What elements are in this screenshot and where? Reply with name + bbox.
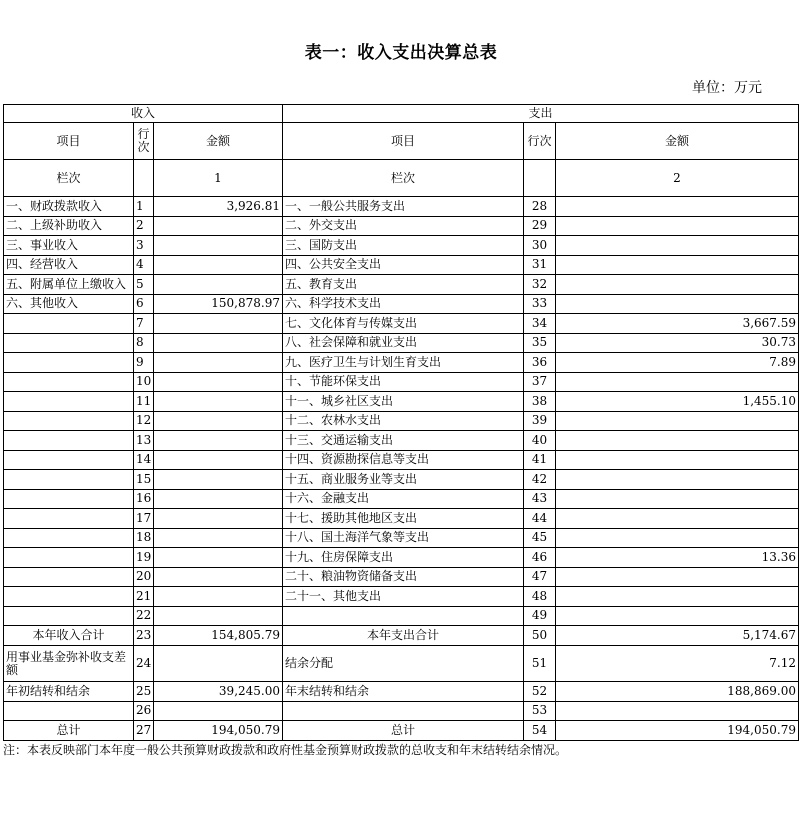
- income-amount: [154, 567, 283, 587]
- income-row-no: 19: [134, 548, 154, 568]
- expense-item-header: 项目: [283, 123, 524, 160]
- table-row: [4, 509, 799, 529]
- income-item: [4, 450, 134, 470]
- income-item: [4, 411, 134, 431]
- expense-row-no: 40: [524, 431, 556, 451]
- table-row: [4, 314, 799, 334]
- income-amount: [154, 606, 283, 626]
- income-row-no: 18: [134, 528, 154, 548]
- income-amount: [154, 489, 283, 509]
- income-row-no: 17: [134, 509, 154, 529]
- expense-item: 十八、国土海洋气象等支出: [283, 528, 524, 548]
- expense-item: 十六、金融支出: [283, 489, 524, 509]
- income-amount: [154, 528, 283, 548]
- income-amount: [154, 236, 283, 256]
- expense-amount: [556, 470, 799, 490]
- expense-amount: 3,667.59: [556, 314, 799, 334]
- expense-item: 十四、资源勘探信息等支出: [283, 450, 524, 470]
- income-item: [4, 314, 134, 334]
- summary-expense-item: 结余分配: [283, 646, 524, 682]
- expense-row-no: 38: [524, 392, 556, 412]
- income-row-no: 7: [134, 314, 154, 334]
- expense-item: 九、医疗卫生与计划生育支出: [283, 353, 524, 373]
- income-row-no: 13: [134, 431, 154, 451]
- expense-section-header: 支出: [283, 105, 799, 123]
- expense-row-no: 49: [524, 606, 556, 626]
- summary-expense-item: [283, 701, 524, 721]
- expense-amount: [556, 255, 799, 275]
- income-row-no: 16: [134, 489, 154, 509]
- income-item: [4, 509, 134, 529]
- income-row-no: 6: [134, 294, 154, 314]
- footnote: 注：本表反映部门本年度一般公共预算财政拨款和政府性基金预算财政拨款的总收支和年末结转结余情况。: [3, 743, 568, 757]
- summary-row: [4, 721, 799, 741]
- expense-row-no: 39: [524, 411, 556, 431]
- table-row: [4, 431, 799, 451]
- income-row-no: 4: [134, 255, 154, 275]
- income-row-no: 21: [134, 587, 154, 607]
- expense-row-no: 45: [524, 528, 556, 548]
- expense-item: 十二、农林水支出: [283, 411, 524, 431]
- income-item: [4, 548, 134, 568]
- table-row: [4, 587, 799, 607]
- summary-row: [4, 701, 799, 721]
- expense-row-no: 41: [524, 450, 556, 470]
- income-row-no: 8: [134, 333, 154, 353]
- expense-row-no: 32: [524, 275, 556, 295]
- table-row: [4, 294, 799, 314]
- summary-expense-row-no: 52: [524, 682, 556, 702]
- table-row: [4, 392, 799, 412]
- table-row: [4, 353, 799, 373]
- expense-row-no: 46: [524, 548, 556, 568]
- income-amount: [154, 548, 283, 568]
- budget-summary-table: [3, 104, 799, 741]
- expense-amount-header: 金额: [556, 123, 799, 160]
- summary-row: [4, 682, 799, 702]
- expense-row-no: 31: [524, 255, 556, 275]
- page-title: 表一：收入支出决算总表: [304, 43, 498, 63]
- expense-row-no: 36: [524, 353, 556, 373]
- income-row-no: 15: [134, 470, 154, 490]
- summary-row: [4, 646, 799, 682]
- income-row-no: 20: [134, 567, 154, 587]
- summary-expense-amount: [556, 701, 799, 721]
- summary-expense-item: 年末结转和结余: [283, 682, 524, 702]
- expense-amount: [556, 216, 799, 236]
- summary-expense-item: 总计: [283, 721, 524, 741]
- income-item: 二、上级补助收入: [4, 216, 134, 236]
- summary-income-item: 本年收入合计: [4, 626, 134, 646]
- income-item: 五、附属单位上缴收入: [4, 275, 134, 295]
- income-item: 三、事业收入: [4, 236, 134, 256]
- expense-row-no-header: 行次: [524, 123, 556, 160]
- summary-income-amount: 154,805.79: [154, 626, 283, 646]
- summary-income-row-no: 23: [134, 626, 154, 646]
- table-row: [4, 216, 799, 236]
- expense-amount-index: 2: [556, 160, 799, 197]
- summary-expense-row-no: 50: [524, 626, 556, 646]
- income-section-header: 收入: [4, 105, 283, 123]
- expense-amount: [556, 489, 799, 509]
- income-row-no: 12: [134, 411, 154, 431]
- table-row: [4, 528, 799, 548]
- income-item: [4, 431, 134, 451]
- income-amount: [154, 372, 283, 392]
- expense-amount: [556, 528, 799, 548]
- expense-amount: 7.89: [556, 353, 799, 373]
- expense-amount: [556, 236, 799, 256]
- table-row: [4, 450, 799, 470]
- summary-income-row-no: 27: [134, 721, 154, 741]
- income-row-no-index: [134, 160, 154, 197]
- income-item: [4, 489, 134, 509]
- income-row-no: 11: [134, 392, 154, 412]
- income-row-no: 2: [134, 216, 154, 236]
- expense-item: 十、节能环保支出: [283, 372, 524, 392]
- income-item: 六、其他收入: [4, 294, 134, 314]
- expense-row-no: 43: [524, 489, 556, 509]
- income-amount: [154, 333, 283, 353]
- expense-amount: 1,455.10: [556, 392, 799, 412]
- summary-income-item: 年初结转和结余: [4, 682, 134, 702]
- expense-amount: [556, 567, 799, 587]
- expense-item: 二、外交支出: [283, 216, 524, 236]
- expense-item: 七、文化体育与传媒支出: [283, 314, 524, 334]
- expense-amount: [556, 275, 799, 295]
- table-row: [4, 255, 799, 275]
- income-item: 四、经营收入: [4, 255, 134, 275]
- income-amount: [154, 411, 283, 431]
- income-item: [4, 606, 134, 626]
- income-amount-index: 1: [154, 160, 283, 197]
- summary-income-item: 总计: [4, 721, 134, 741]
- summary-expense-amount: 5,174.67: [556, 626, 799, 646]
- unit-label: 单位：万元: [692, 80, 762, 96]
- expense-row-no: 30: [524, 236, 556, 256]
- expense-item: 十七、援助其他地区支出: [283, 509, 524, 529]
- table-row: [4, 567, 799, 587]
- summary-row: [4, 626, 799, 646]
- expense-amount: 30.73: [556, 333, 799, 353]
- expense-row-no: 34: [524, 314, 556, 334]
- expense-item: 八、社会保障和就业支出: [283, 333, 524, 353]
- expense-amount: [556, 411, 799, 431]
- income-amount: [154, 216, 283, 236]
- expense-amount: [556, 587, 799, 607]
- income-item-header: 项目: [4, 123, 134, 160]
- table-row: [4, 197, 799, 217]
- expense-item: [283, 606, 524, 626]
- table-row: [4, 489, 799, 509]
- summary-expense-item: 本年支出合计: [283, 626, 524, 646]
- summary-expense-row-no: 51: [524, 646, 556, 682]
- expense-row-no: 29: [524, 216, 556, 236]
- expense-amount: [556, 431, 799, 451]
- summary-expense-row-no: 53: [524, 701, 556, 721]
- income-item: 一、财政拨款收入: [4, 197, 134, 217]
- expense-item: 十一、城乡社区支出: [283, 392, 524, 412]
- income-item: [4, 528, 134, 548]
- income-amount: 3,926.81: [154, 197, 283, 217]
- income-amount: 150,878.97: [154, 294, 283, 314]
- summary-income-row-no: 24: [134, 646, 154, 682]
- income-row-no: 5: [134, 275, 154, 295]
- table-row: [4, 548, 799, 568]
- expense-item: 十五、商业服务业等支出: [283, 470, 524, 490]
- summary-income-item: [4, 701, 134, 721]
- income-row-no: 3: [134, 236, 154, 256]
- income-row-no-header: 行次: [134, 123, 154, 160]
- expense-item: 五、教育支出: [283, 275, 524, 295]
- summary-income-amount: [154, 646, 283, 682]
- summary-expense-amount: 188,869.00: [556, 682, 799, 702]
- expense-amount: [556, 450, 799, 470]
- income-row-no: 14: [134, 450, 154, 470]
- income-amount: [154, 470, 283, 490]
- summary-income-row-no: 25: [134, 682, 154, 702]
- summary-expense-amount: 194,050.79: [556, 721, 799, 741]
- expense-item: 十三、交通运输支出: [283, 431, 524, 451]
- income-amount: [154, 431, 283, 451]
- column-index-row: [4, 160, 799, 197]
- income-row-no: 22: [134, 606, 154, 626]
- table-row: [4, 372, 799, 392]
- summary-income-amount: 39,245.00: [154, 682, 283, 702]
- income-item: [4, 333, 134, 353]
- column-header-row: [4, 123, 799, 160]
- expense-item: 一、一般公共服务支出: [283, 197, 524, 217]
- expense-amount: [556, 294, 799, 314]
- table-row: [4, 470, 799, 490]
- income-row-no: 9: [134, 353, 154, 373]
- income-item: [4, 470, 134, 490]
- expense-amount: [556, 197, 799, 217]
- expense-item: 二十、粮油物资储备支出: [283, 567, 524, 587]
- income-amount: [154, 314, 283, 334]
- expense-row-no: 28: [524, 197, 556, 217]
- income-amount-header: 金额: [154, 123, 283, 160]
- expense-row-no: 35: [524, 333, 556, 353]
- expense-item: 三、国防支出: [283, 236, 524, 256]
- summary-expense-row-no: 54: [524, 721, 556, 741]
- expense-row-no: 47: [524, 567, 556, 587]
- expense-item: 四、公共安全支出: [283, 255, 524, 275]
- table-row: [4, 606, 799, 626]
- income-amount: [154, 353, 283, 373]
- summary-income-item: 用事业基金弥补收支差额: [4, 646, 134, 682]
- expense-row-no: 48: [524, 587, 556, 607]
- table-row: [4, 236, 799, 256]
- income-item: [4, 392, 134, 412]
- summary-income-amount: [154, 701, 283, 721]
- income-amount: [154, 255, 283, 275]
- expense-row-no: 33: [524, 294, 556, 314]
- expense-amount: 13.36: [556, 548, 799, 568]
- table-row: [4, 333, 799, 353]
- summary-income-row-no: 26: [134, 701, 154, 721]
- summary-expense-amount: 7.12: [556, 646, 799, 682]
- expense-amount: [556, 606, 799, 626]
- expense-item: 六、科学技术支出: [283, 294, 524, 314]
- income-item: [4, 353, 134, 373]
- income-item: [4, 587, 134, 607]
- income-amount: [154, 587, 283, 607]
- expense-amount: [556, 509, 799, 529]
- income-amount: [154, 392, 283, 412]
- expense-amount: [556, 372, 799, 392]
- table-row: [4, 275, 799, 295]
- section-header-row: [4, 105, 799, 123]
- expense-item: 十九、住房保障支出: [283, 548, 524, 568]
- income-amount: [154, 450, 283, 470]
- expense-item: 二十一、其他支出: [283, 587, 524, 607]
- income-item: [4, 567, 134, 587]
- income-amount: [154, 275, 283, 295]
- income-column-label: 栏次: [4, 160, 134, 197]
- expense-row-no: 44: [524, 509, 556, 529]
- expense-row-no: 37: [524, 372, 556, 392]
- income-amount: [154, 509, 283, 529]
- expense-row-no: 42: [524, 470, 556, 490]
- table-row: [4, 411, 799, 431]
- income-row-no: 10: [134, 372, 154, 392]
- income-item: [4, 372, 134, 392]
- expense-column-label: 栏次: [283, 160, 524, 197]
- income-row-no: 1: [134, 197, 154, 217]
- expense-row-no-index: [524, 160, 556, 197]
- summary-income-amount: 194,050.79: [154, 721, 283, 741]
